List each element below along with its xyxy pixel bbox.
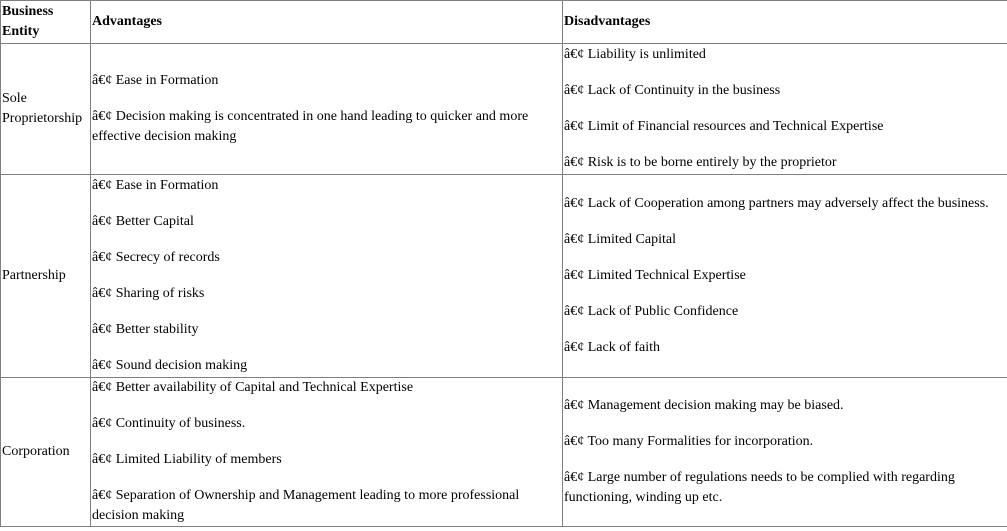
advantages-cell <box>91 44 563 175</box>
list-item: â€¢ Too many Formalities for incorporation. <box>564 434 814 449</box>
list-item: â€¢ Limited Liability of members <box>92 452 282 467</box>
list-item: â€¢ Limited Technical Expertise <box>564 268 746 283</box>
header-advantages: Advantages <box>91 1 563 44</box>
header-disadvantages: Disadvantages <box>563 1 1007 44</box>
list-item: â€¢ Secrecy of records <box>92 250 220 265</box>
entity-cell: Sole Proprietorship <box>1 44 91 175</box>
entity-cell: Corporation <box>1 378 91 527</box>
list-item: â€¢ Management decision making may be biased. <box>564 398 844 413</box>
list-item: â€¢ Better Capital <box>92 214 194 229</box>
disadvantages-cell <box>563 44 1007 175</box>
table-row-partnership <box>1 175 1007 378</box>
table-row-corporation <box>1 378 1007 527</box>
header-business-entity: Business Entity <box>1 1 91 44</box>
list-item: â€¢ Limit of Financial resources and Technical Expertise <box>564 119 884 134</box>
list-item: â€¢ Decision making is concentrated in one hand leading to quicker and more effective decision making <box>92 109 529 144</box>
list-item: â€¢ Limited Capital <box>564 232 676 247</box>
list-item: â€¢ Lack of Continuity in the business <box>564 83 781 98</box>
list-item: â€¢ Continuity of business. <box>92 416 246 431</box>
list-item: â€¢ Lack of Public Confidence <box>564 304 739 319</box>
list-item: â€¢ Separation of Ownership and Management leading to more professional decision making <box>92 488 520 523</box>
disadvantages-cell <box>563 378 1007 527</box>
list-item: â€¢ Better availability of Capital and Technical Expertise <box>92 380 414 395</box>
list-item: â€¢ Ease in Formation <box>92 73 219 88</box>
entity-cell: Partnership <box>1 175 91 378</box>
table-row-sole-proprietorship <box>1 44 1007 175</box>
advantages-cell <box>91 378 563 527</box>
header-row <box>1 1 1007 44</box>
list-item: â€¢ Lack of faith <box>564 340 661 355</box>
list-item: â€¢ Liability is unlimited <box>564 47 706 62</box>
list-item: â€¢ Better stability <box>92 322 199 337</box>
list-item: â€¢ Large number of regulations needs to be complied with regarding functioning, winding up etc. <box>564 470 955 505</box>
list-item: â€¢ Ease in Formation <box>92 178 219 193</box>
list-item: â€¢ Sharing of risks <box>92 286 205 301</box>
list-item: â€¢ Risk is to be borne entirely by the proprietor <box>564 155 837 170</box>
advantages-cell <box>91 175 563 378</box>
list-item: â€¢ Sound decision making <box>92 358 248 373</box>
list-item: â€¢ Lack of Cooperation among partners may adversely affect the business. <box>564 196 989 211</box>
disadvantages-cell <box>563 175 1007 378</box>
